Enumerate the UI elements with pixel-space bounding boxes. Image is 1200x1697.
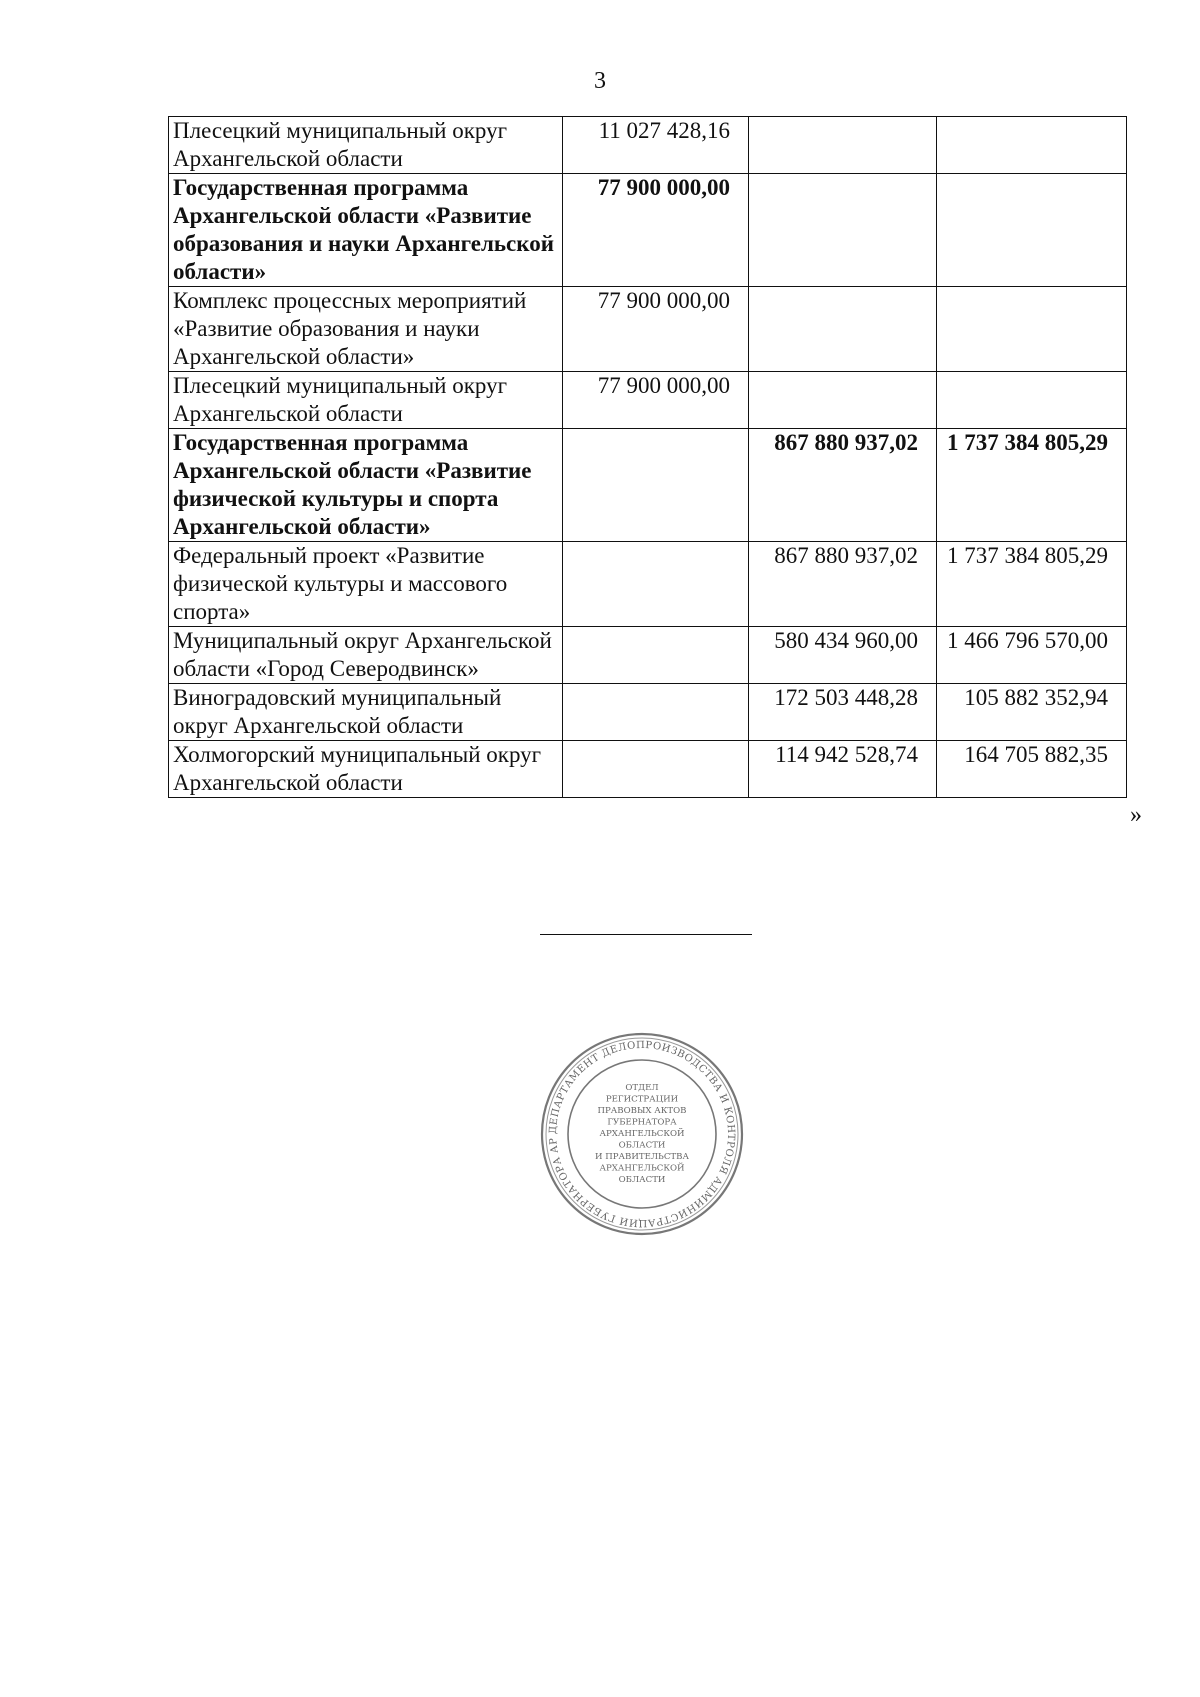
seal-inner-line: ОТДЕЛ [625, 1083, 659, 1093]
row-amount-cell: 105 882 352,94 [937, 684, 1127, 741]
table-row [169, 287, 1127, 372]
page-number: 3 [594, 68, 606, 94]
row-name-cell: Плесецкий муниципальный округ Архангельской области [169, 372, 563, 429]
row-name-cell: Холмогорский муниципальный округ Архангельской области [169, 741, 563, 798]
row-amount-cell [749, 287, 937, 372]
row-name-cell: Комплекс процессных мероприятий «Развитие образования и науки Архангельской области» [169, 287, 563, 372]
row-amount-cell [563, 741, 749, 798]
row-amount-cell [937, 372, 1127, 429]
row-amount-cell: 77 900 000,00 [563, 174, 749, 287]
table-row [169, 117, 1127, 174]
table-row [169, 542, 1127, 627]
seal-inner-line: ОБЛАСТИ [618, 1140, 666, 1151]
budget-table [168, 116, 1127, 798]
seal-graphic [538, 1030, 746, 1238]
official-seal [538, 1030, 746, 1238]
table-row [169, 372, 1127, 429]
row-amount-cell [749, 174, 937, 287]
row-amount-cell [749, 372, 937, 429]
seal-inner-line: АРХАНГЕЛЬСКОЙ [599, 1129, 685, 1139]
row-name-cell: Федеральный проект «Развитие физической культуры и массового спорта» [169, 542, 563, 627]
seal-outer-text: ДЕПАРТАМЕНТ ДЕЛОПРОИЗВОДСТВА И КОНТРОЛЯ АДМИНИСТРАЦИИ ГУБЕРНАТОРА АР [547, 1039, 737, 1229]
row-amount-cell: 1 737 384 805,29 [937, 429, 1127, 542]
row-amount-cell: 867 880 937,02 [749, 542, 937, 627]
row-name-cell: Плесецкий муниципальный округ Архангельской области [169, 117, 563, 174]
row-amount-cell: 77 900 000,00 [563, 372, 749, 429]
row-name-cell: Муниципальный округ Архангельской области «Город Северодвинск» [169, 627, 563, 684]
table-row [169, 627, 1127, 684]
end-rule [540, 934, 752, 935]
row-name-cell: Государственная программа Архангельской области «Развитие образования и науки Архангельской области» [169, 174, 563, 287]
table-row [169, 741, 1127, 798]
row-amount-cell: 114 942 528,74 [749, 741, 937, 798]
row-amount-cell [937, 287, 1127, 372]
row-amount-cell: 172 503 448,28 [749, 684, 937, 741]
table-row [169, 174, 1127, 287]
table-row [169, 684, 1127, 741]
row-amount-cell: 164 705 882,35 [937, 741, 1127, 798]
row-amount-cell: 1 737 384 805,29 [937, 542, 1127, 627]
row-amount-cell [563, 429, 749, 542]
row-amount-cell [563, 542, 749, 627]
row-amount-cell: 580 434 960,00 [749, 627, 937, 684]
row-amount-cell: 1 466 796 570,00 [937, 627, 1127, 684]
row-amount-cell [563, 684, 749, 741]
seal-inner-line: ПРАВОВЫХ АКТОВ [597, 1106, 687, 1116]
row-amount-cell [937, 174, 1127, 287]
seal-inner-line: ГУБЕРНАТОРА [607, 1117, 677, 1128]
seal-inner-line: АРХАНГЕЛЬСКОЙ [599, 1163, 685, 1174]
row-amount-cell [563, 627, 749, 684]
row-amount-cell [749, 117, 937, 174]
row-amount-cell [937, 117, 1127, 174]
table-row [169, 429, 1127, 542]
row-amount-cell: 867 880 937,02 [749, 429, 937, 542]
seal-inner-line: РЕГИСТРАЦИИ [605, 1094, 679, 1105]
seal-inner-line: ОБЛАСТИ [618, 1175, 666, 1185]
row-amount-cell: 77 900 000,00 [563, 287, 749, 372]
row-name-cell: Виноградовский муниципальный округ Архангельской области [169, 684, 563, 741]
row-name-cell: Государственная программа Архангельской области «Развитие физической культуры и спорта Архангельской области» [169, 429, 563, 542]
seal-inner-line: И ПРАВИТЕЛЬСТВА [595, 1152, 689, 1162]
row-amount-cell: 11 027 428,16 [563, 117, 749, 174]
closing-quote: » [1130, 802, 1142, 828]
